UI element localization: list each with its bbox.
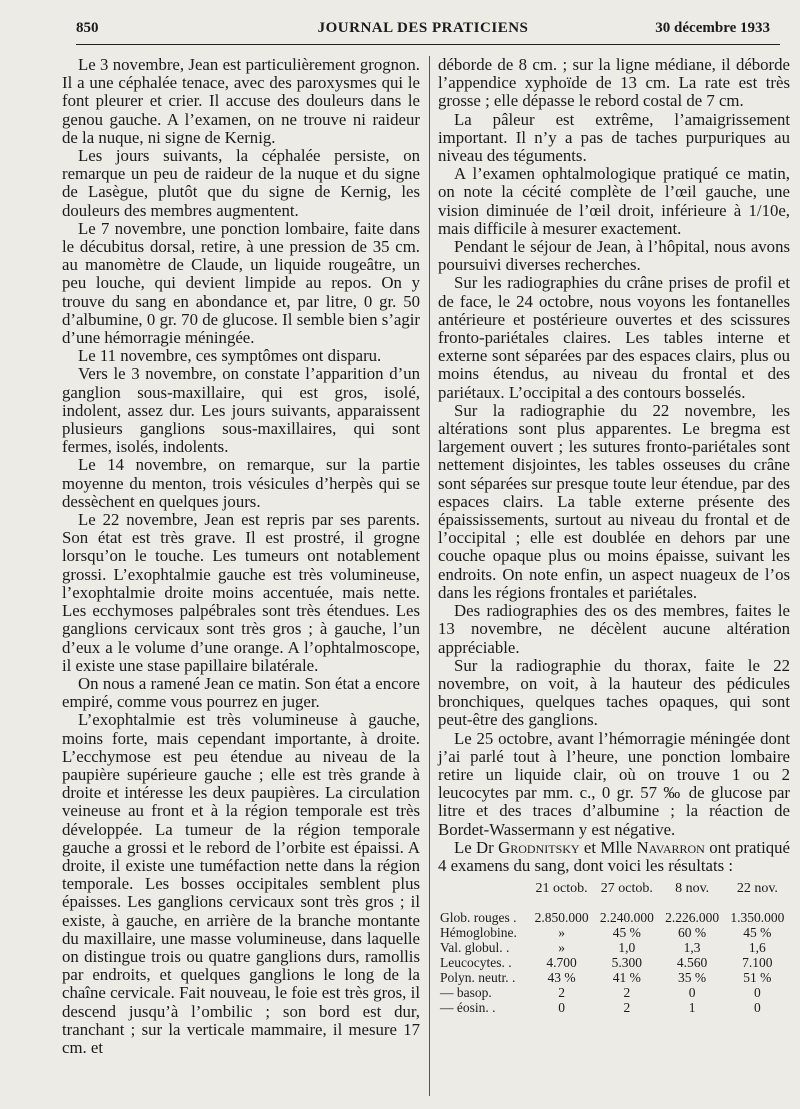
table-cell: 51 %	[743, 970, 772, 986]
table-row	[438, 925, 790, 940]
table-cell: 2.850.000	[534, 910, 589, 926]
author-name: Navarron	[636, 837, 705, 857]
row-label: Leucocytes. .	[440, 955, 512, 971]
table-row	[438, 970, 790, 985]
table-cell: 1.350.000	[730, 910, 785, 926]
paragraph: Le 7 novembre, une ponction lombaire, faite dans le décubitus dorsal, retire, à une pression de 35 cm. au manomètre de Claude, un liquide rougeâtre, un peu louche, qui devient limpide au repos. On y trouve du sang en abondance et, par litre, 0 gr. 50 d’albumine, 0 gr. 70 de glucose. Il semble bien s’agir d’une hémorragie méningée.	[62, 218, 420, 348]
table-cell: 1	[688, 1000, 696, 1016]
table-column-header: 8 nov.	[675, 881, 710, 897]
table-cell: 2.226.000	[665, 910, 720, 926]
column-divider	[429, 56, 430, 1096]
row-label: Hémoglobine.	[440, 925, 517, 941]
row-label: Val. globul. .	[440, 940, 510, 956]
table-cell: 4.560	[676, 955, 708, 971]
table-cell: 2.240.000	[599, 910, 654, 926]
paragraph: Sur la radiographie du thorax, faite le 22 novembre, on voit, à la hauteur des pédicules bronchiques, quelques taches opaques, qui sont peut-être des ganglions.	[438, 655, 790, 730]
paragraph: Vers le 3 novembre, on constate l’apparition d’un ganglion sous-maxillaire, qui est gros, isolé, indolent, assez dur. Les jours suivants, apparaissent plusieurs ganglions sous-maxillaires, qui sont fermes, isolés, indolents.	[62, 364, 420, 457]
table-cell: 2	[623, 1000, 631, 1016]
table-cell: 0	[688, 985, 696, 1001]
page-number: 850	[76, 20, 99, 36]
paragraph: Le 11 novembre, ces symptômes ont disparu.	[78, 346, 382, 366]
table-row	[438, 985, 790, 1000]
table-cell: 0	[753, 985, 761, 1001]
paragraph: Les jours suivants, la céphalée persiste, on remarque un peu de raideur de la nuque et du signe de Lasègue, plutôt que du signe de Kernig, les douleurs des membres augmentent.	[62, 146, 420, 220]
paragraph: A l’examen ophtalmologique pratiqué ce matin, on note la cécité complète de l’œil gauche, une vision diminuée de l’œil droit, inférieure à 1/10e, mais difficile à mesurer exactement.	[438, 164, 790, 238]
table-cell: 0	[753, 1000, 761, 1016]
table-cell: 2	[623, 985, 631, 1001]
table-cell: 60 %	[678, 925, 707, 941]
header-rule	[76, 44, 780, 45]
table-cell: 7.100	[742, 955, 773, 971]
table-column-header: 21 octob.	[535, 881, 588, 897]
paragraph: On nous a ramené Jean ce matin. Son état a encore empiré, comme vous pourrez en juger.	[62, 673, 420, 712]
right-column	[438, 56, 790, 1015]
paragraph: Pendant le séjour de Jean, à l’hôpital, nous avons poursuivi diverses recherches.	[438, 237, 790, 275]
paragraph: Le 3 novembre, Jean est particulièrement grognon. Il a une céphalée tenace, avec des paroxysmes qui le font pleurer et crier. Il accuse des douleurs dans le genou gauche. A l’examen, on ne trouve ni raideur de la nuque, ni signe de Kernig.	[62, 55, 420, 147]
table-cell: 5.300	[611, 955, 643, 971]
table-column-header: 27 octob.	[600, 881, 653, 897]
left-column	[62, 56, 420, 1057]
row-label: — basop.	[440, 985, 492, 1001]
row-label: Glob. rouges .	[440, 910, 517, 926]
table-cell: 45 %	[743, 925, 772, 941]
table-cell: 0	[558, 1000, 565, 1016]
table-row	[438, 1000, 790, 1015]
paragraph: Sur la radiographie du 22 novembre, les altérations sont plus apparentes. Le bregma est largement ouvert ; les sutures fronto-pariétales sont nettement disjointes, les tables osseuses du crâne sont séparées sur presque toute leur étendue, par des espaces clairs. La table externe présente des épaississements, surtout au niveau du frontal et de l’occipital ; elle est doublée en dehors par une couche opaque plus ou moins épaisse, suivant les endroits. On note enfin, un aspect nuageux de l’os dans les régions frontales et pariétales.	[438, 400, 790, 602]
paragraph: Des radiographies des os des membres, faites le 13 novembre, ne décèlent aucune altération appréciable.	[438, 601, 790, 657]
table-row	[438, 940, 790, 955]
row-label: Polyn. neutr. .	[440, 970, 516, 986]
table-cell: 2	[558, 985, 565, 1001]
paragraph: L’exophtalmie est très volumineuse à gauche, moins forte, mais cependant importante, à droite. L’ecchymose est peu étendue au niveau de la paupière supérieure gauche ; elle est très grande à droite et intéresse les deux paupières. La circulation veineuse au front et à la région temporale est très développée. La tumeur de la région temporale gauche a grossi et le rebord de l’orbite est épaissi. A droite, il existe une tuméfaction nette dans la région temporale. Les bosses occipitales semblent plus épaisses. Les ganglions cervicaux sont très gros ; il existe, à gauche, en arrière de la branche montante du maxillaire, une masse volumineuse, dans laquelle on distingue trois ou quatre ganglions durs, ramollis par endroits, et quelques ganglions le long de la chaîne cervicale. Fait nouveau, le foie est très gros, il descend jusqu’à l’ombilic ; son bord est dur, tranchant ; sur la verticale mammaire, il mesure 17 cm. et	[62, 710, 420, 1057]
table-cell: »	[558, 925, 565, 941]
paragraph: déborde de 8 cm. ; sur la ligne médiane, il déborde l’appendice xyphoïde de 13 cm. La rate est très grosse ; elle dépasse le rebord costal de 7 cm.	[438, 55, 790, 111]
page-header	[76, 14, 770, 40]
table-cell: 1,3	[683, 940, 701, 956]
table-cell: 43 %	[547, 970, 576, 986]
paragraph: Sur les radiographies du crâne prises de profil et de face, le 24 octobre, nous voyons les fontanelles antérieure et postérieure ouvertes et des scissures fronto-pariétales claires. Les tables interne et externe sont séparées par des espaces clairs, plus ou moins étendus, au niveau du frontal et des pariétaux. L’occipital a des contours bosselés.	[438, 273, 790, 402]
table-column-header: 22 nov.	[736, 881, 778, 897]
final-paragraph: Le Dr Grodnitsky et Mlle Navarron ont pratiqué 4 examens du sang, dont voici les résultats :	[438, 837, 790, 875]
table-cell: 45 %	[612, 925, 641, 941]
table-cell: 1,0	[618, 940, 636, 956]
paragraph: Le 25 octobre, avant l’hémorragie méningée dont j’ai parlé tout à l’heure, une ponction lombaire retire un liquide clair, où on trouve 1 ou 2 leucocytes par mm. c., 0 gr. 57 ‰ de glucose par litre et des traces d’albumine ; la réaction de Bordet-Wassermann y est négative.	[438, 728, 790, 839]
table-cell: 1,6	[748, 940, 766, 956]
table-cell: 35 %	[678, 970, 707, 986]
table-row	[438, 955, 790, 970]
issue-date: 30 décembre 1933	[655, 20, 770, 36]
author-name: Grodnitsky	[498, 837, 580, 857]
paragraph: Le 14 novembre, on remarque, sur la partie moyenne du menton, trois vésicules d’herpès qui se dessèchent en quelques jours.	[62, 455, 420, 511]
table-cell: 4.700	[546, 955, 577, 971]
paragraph: Le 22 novembre, Jean est repris par ses parents. Son état est très grave. Il est prostré, il grogne lorsqu’on le touche. Les tumeurs ont notablement grossi. L’exophtalmie gauche est très volumineuse, l’exophtalmie droite moins accentuée, mais nette. Les ecchymoses palpébrales sont très étendues. Les ganglions cervicaux sont très gros ; à gauche, l’un d’eux a le volume d’une orange. A l’ophtalmoscope, il existe une stase papillaire bilatérale.	[62, 510, 420, 675]
table-cell: »	[558, 940, 565, 956]
journal-title: JOURNAL DES PRATICIENS	[317, 20, 529, 36]
row-label: — éosin. .	[440, 1000, 496, 1016]
blood-results-table	[438, 881, 790, 1015]
table-cell: 41 %	[612, 970, 641, 986]
table-row	[438, 910, 790, 925]
paragraph: La pâleur est extrême, l’amaigrissement important. Il n’y a pas de taches purpuriques au niveau des téguments.	[438, 109, 790, 166]
